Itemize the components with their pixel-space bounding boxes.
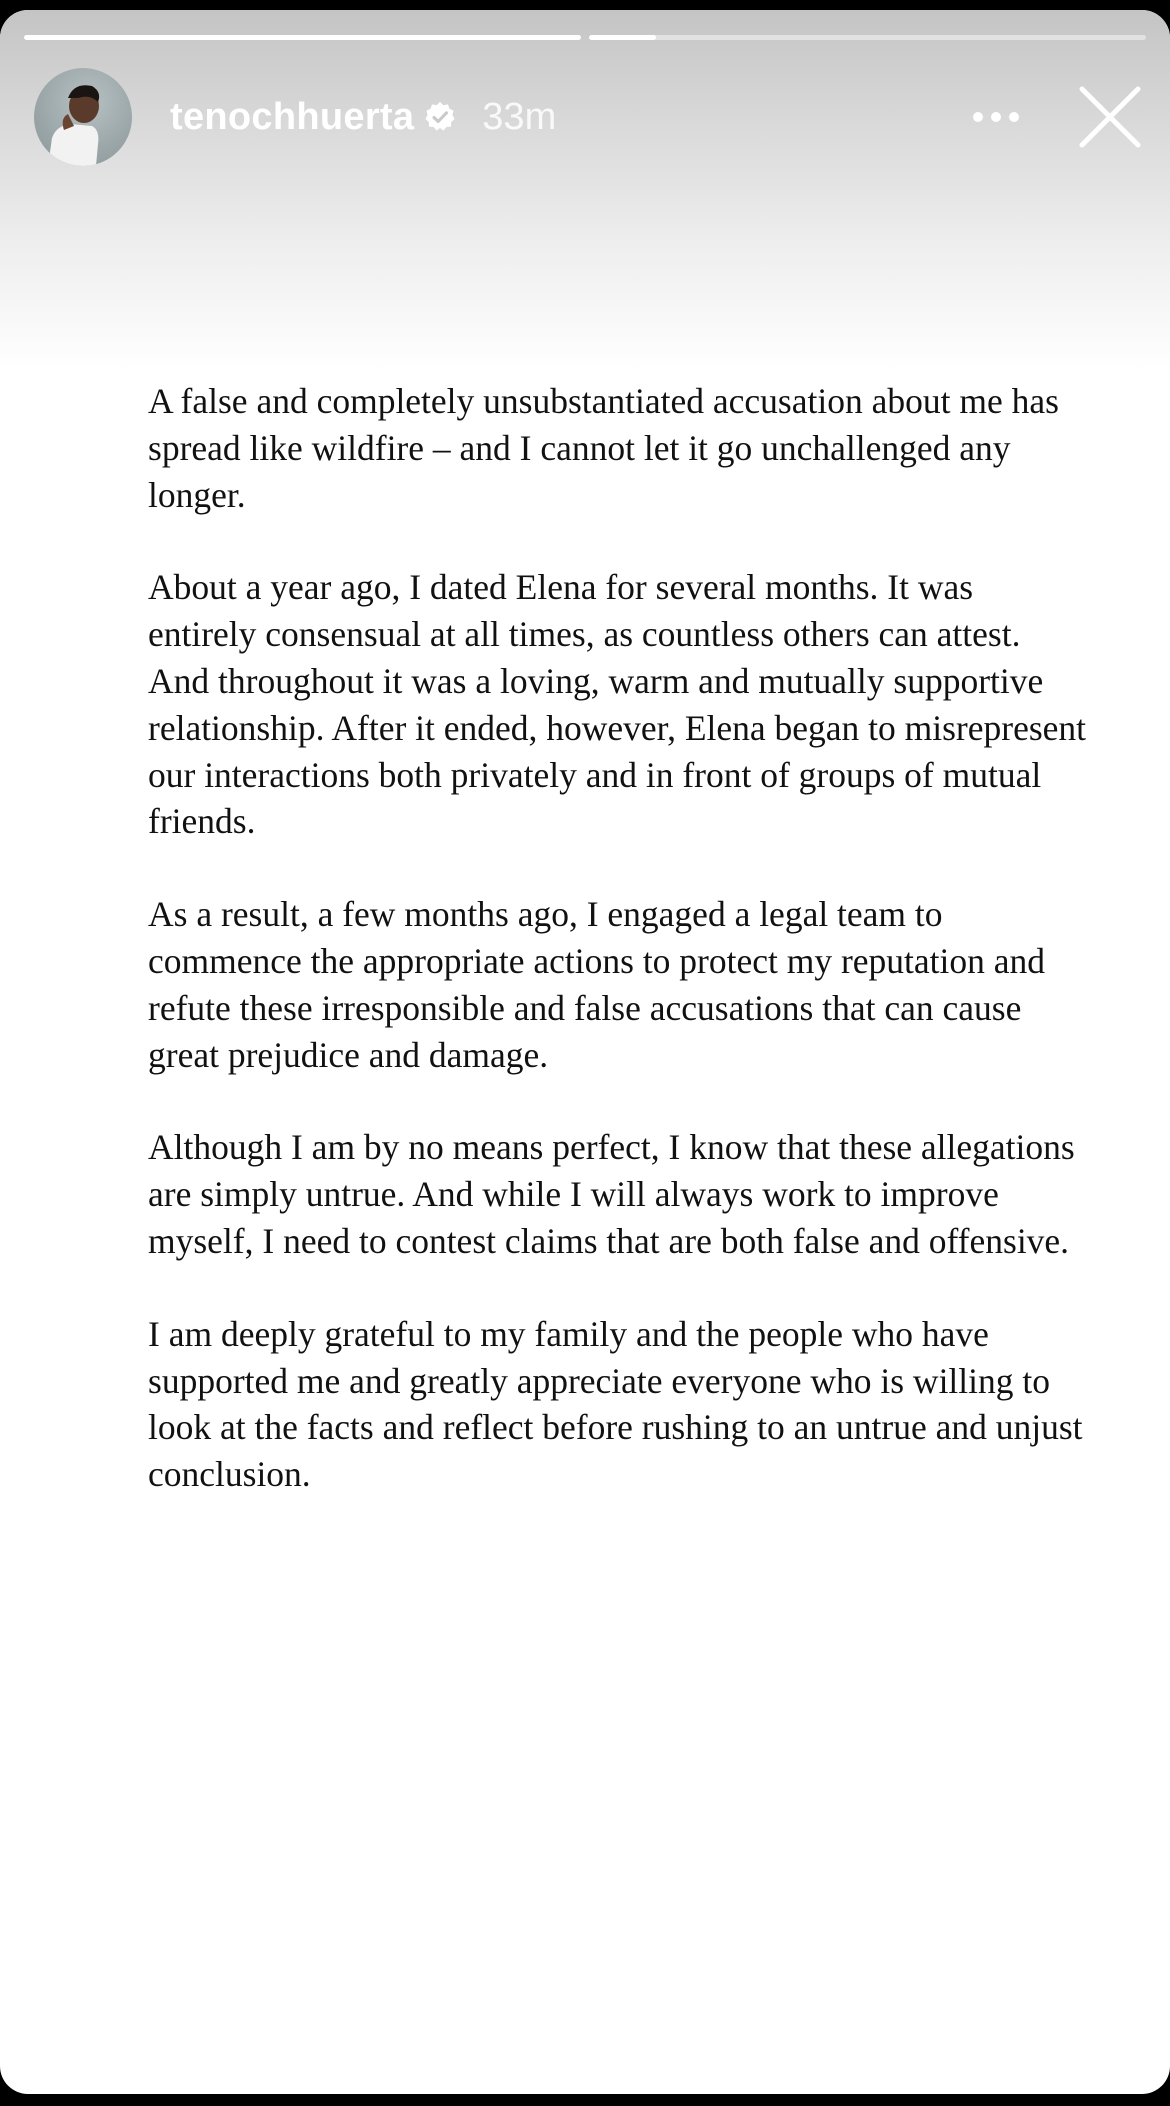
statement-paragraph-1: A false and completely unsubstantiated accusation about me has spread like wildfire – and I cannot let it go unchallenged any longer. xyxy=(148,381,1059,515)
close-icon xyxy=(1078,85,1142,149)
header-gradient xyxy=(0,10,1170,370)
username[interactable]: tenochhuerta xyxy=(170,95,415,138)
avatar-photo-icon xyxy=(34,68,132,166)
statement-paragraph-3: As a result, a few months ago, I engaged a legal team to commence the appropriate actions to protect my reputation and refute these irresponsible and false accusations that can cause great prejudice and damage. xyxy=(148,894,1046,1075)
statement-paragraph-2: About a year ago, I dated Elena for several months. It was entirely consensual at all times, as countless others can attest. And throughout it was a loving, warm and mutually supportive relationship. After it ended, however, Elena began to misrepresent our interactions both privately and in front of groups of mutual friends. xyxy=(148,567,1087,842)
progress-fill-2 xyxy=(589,35,656,40)
story-header xyxy=(34,65,1146,169)
story-progress-bar xyxy=(24,35,1146,40)
statement-paragraph-5: I am deeply grateful to my family and the people who have supported me and greatly appreciate everyone who is willing to look at the facts and reflect before rushing to an untrue and unjust conclusion. xyxy=(148,1313,1083,1495)
progress-segment-2 xyxy=(589,35,1146,40)
progress-fill-1 xyxy=(24,35,581,40)
story-viewer[interactable] xyxy=(0,10,1170,2094)
more-options-button[interactable] xyxy=(956,87,1036,147)
statement-text xyxy=(148,378,1088,1544)
more-options-icon xyxy=(972,111,1020,123)
statement-paragraph-4: Although I am by no means perfect, I know that these allegations are simply untrue. And while I will always work to improve myself, I need to contest claims that are both false and offensive. xyxy=(148,1127,1075,1261)
close-button[interactable] xyxy=(1074,81,1146,153)
verified-badge-icon xyxy=(424,101,456,133)
story-timestamp: 33m xyxy=(482,95,557,138)
progress-segment-1 xyxy=(24,35,581,40)
profile-avatar[interactable] xyxy=(34,68,132,166)
